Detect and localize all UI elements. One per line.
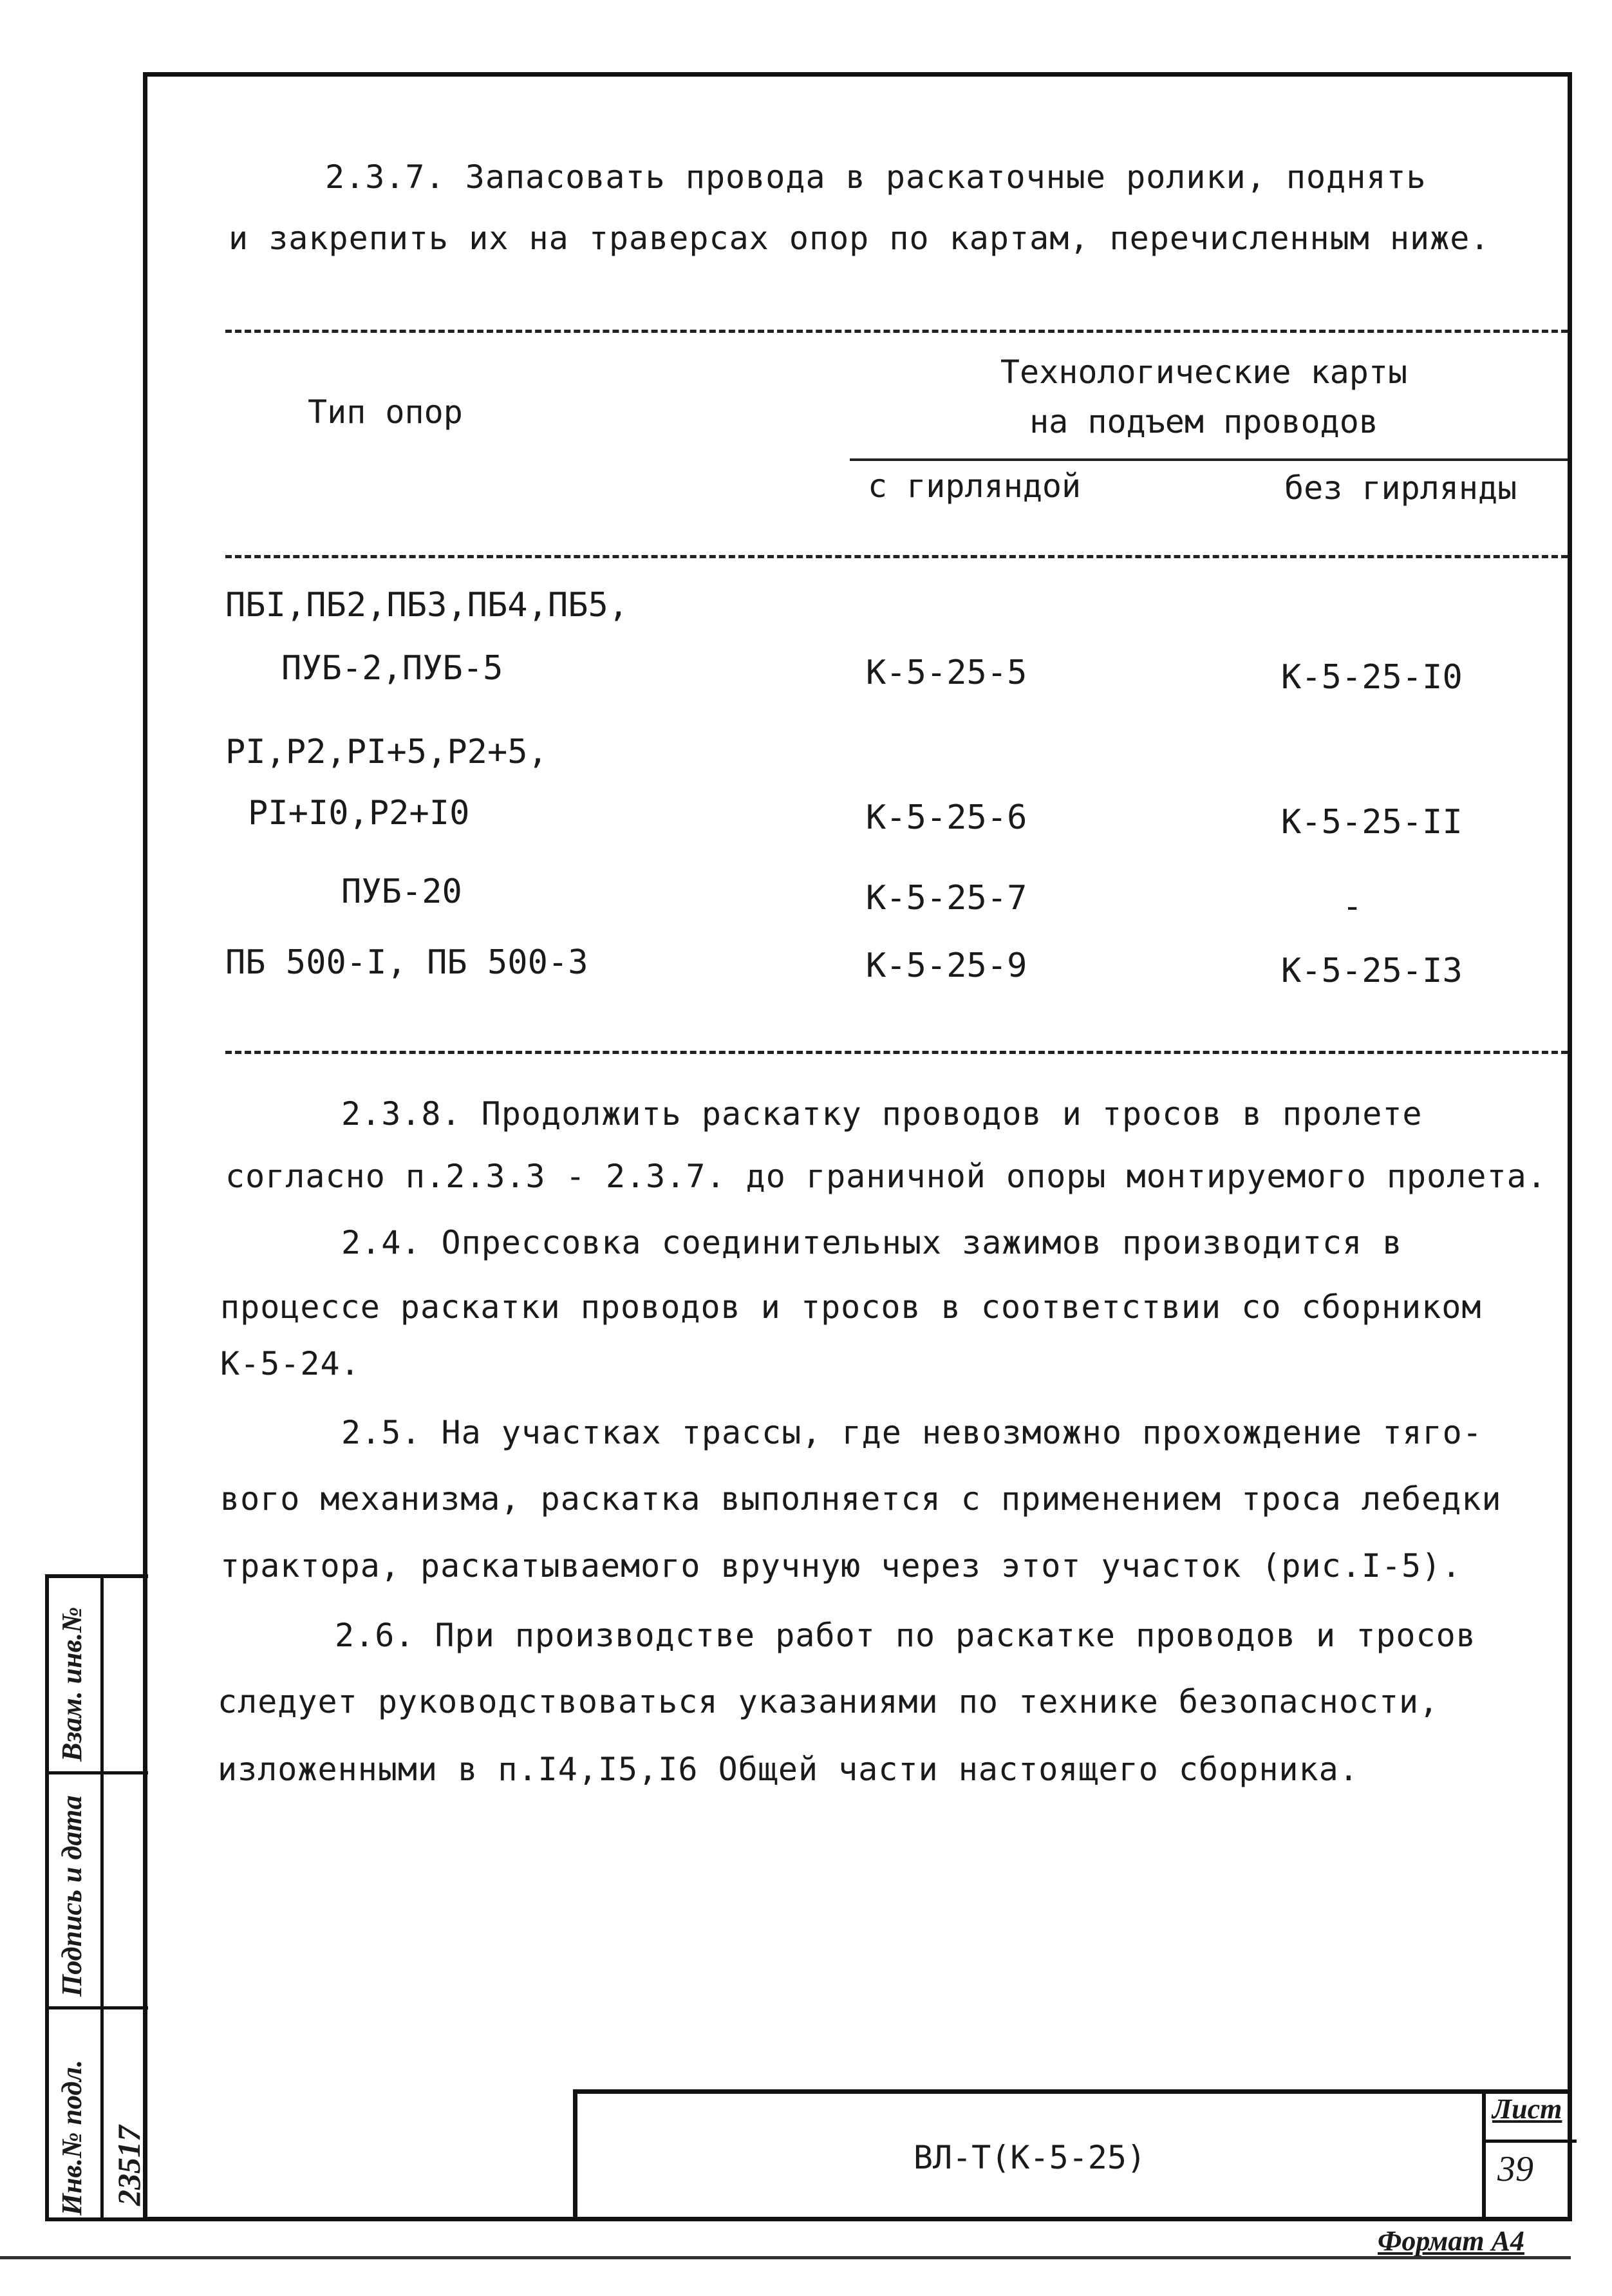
table-group-header-line-2: на подъем проводов <box>1029 403 1378 440</box>
document-code: ВЛ-Т(К-5-25) <box>913 2139 1147 2176</box>
stamp-row-divider <box>49 2006 148 2009</box>
paragraph-2-5-line-2: вого механизма, раскатка выполняется с применением троса лебедки <box>220 1480 1502 1518</box>
title-block <box>573 2089 1572 2221</box>
table-bottom-rule <box>225 1051 1568 1054</box>
paragraph-2-3-8-line-1: 2.3.8. Продолжить раскатку проводов и тросов в пролете <box>341 1095 1423 1133</box>
row-card-without: - <box>1342 887 1363 926</box>
stamp-replace-label: Взам. инв.№ <box>56 1606 88 1762</box>
table-group-rule <box>850 458 1568 461</box>
paragraph-2-4-line-2: процессе раскатки проводов и тросов в соответствии со сборником <box>220 1288 1482 1326</box>
row-card-without: К-5-25-I0 <box>1281 658 1463 697</box>
table-header-type: Тип опор <box>308 393 463 431</box>
stamp-inventory-number: 23517 <box>111 2125 147 2206</box>
paragraph-2-5-line-3: трактора, раскатываемого вручную через этот участок (рис.I-5). <box>220 1547 1462 1585</box>
stamp-row-divider <box>49 1771 148 1774</box>
stamp-column-divider <box>100 1578 104 2217</box>
row-type-line-1: ПБI,ПБ2,ПБ3,ПБ4,ПБ5, <box>225 586 629 625</box>
paragraph-2-3-7-line-1: 2.3.7. Запасовать провода в раскаточные ролики, поднять <box>325 158 1427 196</box>
paragraph-2-6-line-2: следует руководствоваться указаниями по технике безопасности, <box>218 1683 1439 1720</box>
stamp-signature-label: Подпись и дата <box>56 1795 88 1997</box>
sheet-number: 39 <box>1497 2149 1533 2189</box>
row-card-with: К-5-25-9 <box>866 946 1027 985</box>
row-card-without: К-5-25-II <box>1281 803 1463 842</box>
paragraph-2-5-line-1: 2.5. На участках трассы, где невозможно прохождение тяго- <box>341 1414 1483 1451</box>
paragraph-2-6-line-3: изложенными в п.I4,I5,I6 Общей части настоящего сборника. <box>218 1751 1359 1788</box>
table-group-header-line-1: Технологические карты <box>1000 353 1408 391</box>
paragraph-2-3-8-line-2: согласно п.2.3.3 - 2.3.7. до граничной опоры монтируемого пролета. <box>225 1158 1547 1195</box>
row-card-without: К-5-25-I3 <box>1281 952 1463 990</box>
stamp-inventory-label: Инв.№ подл. <box>56 2060 88 2216</box>
stamp-sidebar <box>45 1574 148 2221</box>
paragraph-2-6-line-1: 2.6. При производстве работ по раскатке проводов и тросов <box>335 1617 1476 1654</box>
paragraph-2-4-line-3: К-5-24. <box>220 1345 361 1382</box>
row-type-line-1: PI,P2,PI+5,P2+5, <box>225 733 548 771</box>
table-header-without-garland: без гирлянды <box>1284 469 1517 507</box>
format-label: Формат А4 <box>1378 2225 1524 2257</box>
row-type-line-1: ПБ 500-I, ПБ 500-3 <box>225 943 588 982</box>
table-header-rule <box>225 555 1568 558</box>
sheet-label: Лист <box>1492 2093 1562 2125</box>
row-type-line-1: ПУБ-20 <box>341 872 462 911</box>
paragraph-2-3-7-line-2: и закрепить их на траверсах опор по картам, перечисленным ниже. <box>229 220 1490 257</box>
table-top-rule <box>225 330 1568 333</box>
row-card-with: К-5-25-6 <box>866 798 1027 837</box>
bottom-trim-line <box>0 2256 1571 2259</box>
row-type-line-2: ПУБ-2,ПУБ-5 <box>281 649 503 688</box>
row-type-line-2: PI+I0,P2+I0 <box>248 794 470 833</box>
sheet-cell <box>1482 2089 1577 2221</box>
sheet-divider <box>1486 2140 1577 2143</box>
paragraph-2-4-line-1: 2.4. Опрессовка соединительных зажимов производится в <box>341 1224 1403 1261</box>
row-card-with: К-5-25-7 <box>866 879 1027 917</box>
table-header-with-garland: с гирляндой <box>868 467 1082 505</box>
row-card-with: К-5-25-5 <box>866 654 1027 692</box>
